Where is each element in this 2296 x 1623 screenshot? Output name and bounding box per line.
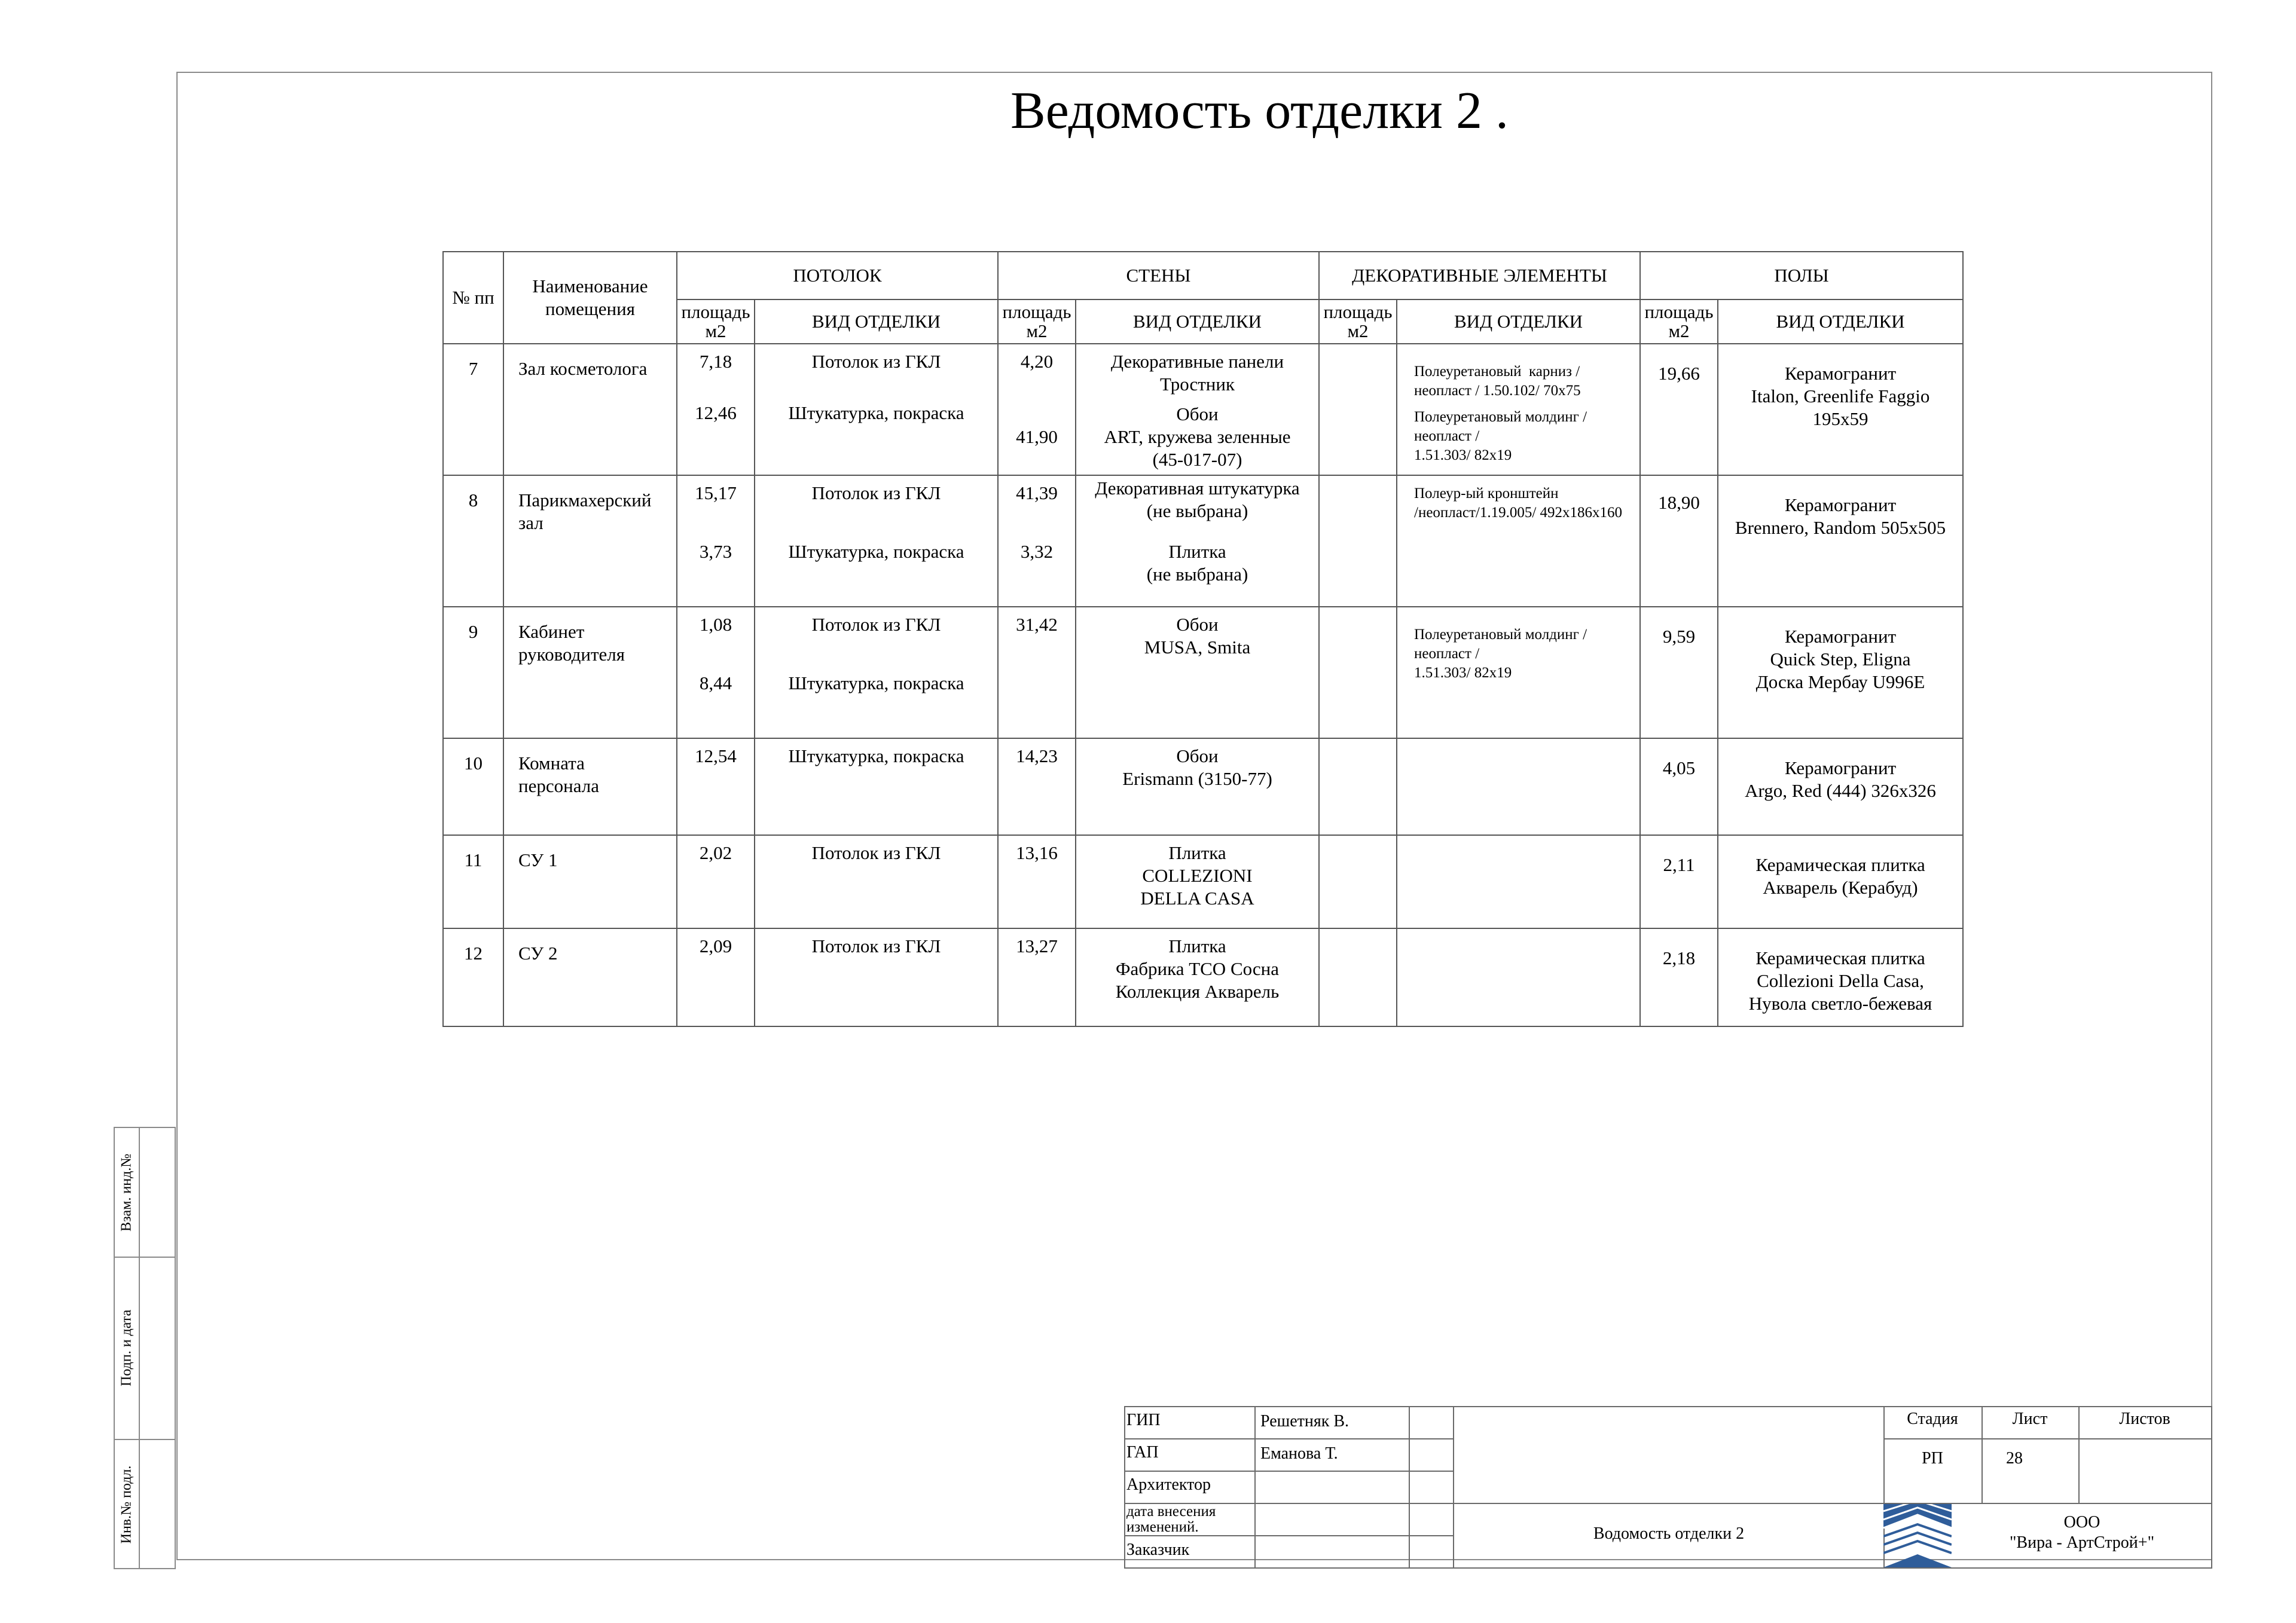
- ceiling-area-1: 1,08: [699, 614, 732, 635]
- floor-area: 19,66: [1658, 363, 1700, 384]
- cell-room: [503, 475, 677, 607]
- cell-ceiling-type: [755, 738, 998, 835]
- role-customer: Заказчик: [1126, 1541, 1190, 1559]
- header-ceiling-type: ВИД ОТДЕЛКИ: [755, 299, 998, 344]
- stage-label: Стадия: [1907, 1410, 1958, 1428]
- cell-room: [503, 738, 677, 835]
- table-row: [443, 928, 1963, 1026]
- document-name: Водомость отделки 2: [1593, 1524, 1745, 1543]
- ceiling-area-2: 8,44: [699, 673, 732, 693]
- decor-item-1: Полеуретановый молдинг / неопласт / 1.51.303/ 82х19: [1414, 626, 1587, 681]
- role-gip: ГИП: [1126, 1411, 1161, 1429]
- cell-walls-type: [1076, 835, 1319, 928]
- table-row: [443, 344, 1963, 475]
- walls-area-1: 13,16: [1016, 842, 1058, 863]
- cell-decor-area: [1319, 607, 1397, 738]
- cell-ceiling-area: [677, 835, 755, 928]
- room-name: СУ 1: [518, 849, 558, 870]
- role-changes: дата внесения изменений.: [1126, 1503, 1216, 1535]
- ceiling-type-2: Штукатурка, покраска: [788, 402, 964, 423]
- cell-walls-area: [998, 835, 1076, 928]
- cell-ceiling-area: [677, 344, 755, 475]
- cell-decor-area: [1319, 928, 1397, 1026]
- ceiling-area-2: 3,73: [699, 541, 732, 562]
- floor-area: 18,90: [1658, 492, 1700, 513]
- decor-item-2: Полеуретановый молдинг / неопласт / 1.51.303/ 82х19: [1414, 409, 1587, 463]
- floor-type: Керамическая плитка Collezioni Della Casa, Нувола светло-бежевая: [1748, 947, 1932, 1014]
- header-floors-area: площадь м2: [1640, 299, 1718, 344]
- walls-type-2: Плитка (не выбрана): [1146, 541, 1248, 585]
- decor-item-1: Полеуретановый карниз / неопласт / 1.50.102/ 70х75: [1414, 363, 1581, 399]
- ceiling-area-1: 12,54: [695, 745, 737, 766]
- walls-type-1: Декоративная штукатурка (не выбрана): [1095, 478, 1300, 521]
- ceiling-area-2: 12,46: [695, 402, 737, 423]
- cell-decor-type: [1397, 928, 1640, 1026]
- ceiling-area-1: 15,17: [695, 482, 737, 503]
- ceiling-type-1: Потолок из ГКЛ: [811, 351, 941, 372]
- title-block: [1124, 1406, 2212, 1569]
- walls-type-1: Плитка Фабрика ТСО Сосна Коллекция Акварель: [1115, 936, 1280, 1002]
- cell-walls-area: [998, 738, 1076, 835]
- floor-type: Керамогранит Quick Step, Eligna Доска Мербау U996E: [1755, 626, 1925, 692]
- ceiling-type-1: Штукатурка, покраска: [788, 745, 964, 766]
- row-number: 10: [464, 753, 483, 774]
- room-name: Комната персонала: [518, 753, 599, 796]
- row-number: 8: [468, 490, 478, 511]
- floor-type: Керамическая плитка Акварель (Керабуд): [1755, 854, 1925, 898]
- name-gap: Еманова Т.: [1260, 1444, 1338, 1463]
- walls-type-1: Обои Erismann (3150-77): [1122, 745, 1272, 789]
- cell-floor-area: [1640, 835, 1718, 928]
- room-name: СУ 2: [518, 943, 558, 964]
- cell-floor-type: [1718, 344, 1963, 475]
- cell-ceiling-area: [677, 607, 755, 738]
- floor-type: Керамогранит Brennero, Random 505х505: [1735, 494, 1946, 538]
- header-decor-type: ВИД ОТДЕЛКИ: [1397, 299, 1640, 344]
- cell-num: [443, 344, 503, 475]
- row-number: 7: [468, 358, 478, 379]
- ceiling-area-1: 2,02: [699, 842, 732, 863]
- walls-area-2: 41,90: [1016, 426, 1058, 447]
- header-floors-type: ВИД ОТДЕЛКИ: [1718, 299, 1963, 344]
- ceiling-area-1: 7,18: [699, 351, 732, 372]
- walls-area-1: 14,23: [1016, 745, 1058, 766]
- cell-decor-type: [1397, 344, 1640, 475]
- cell-room: [503, 928, 677, 1026]
- cell-decor-type: [1397, 607, 1640, 738]
- cell-walls-area: [998, 344, 1076, 475]
- walls-type-2: Обои ART, кружева зеленные (45-017-07): [1104, 404, 1291, 470]
- ceiling-type-2: Штукатурка, покраска: [788, 673, 964, 693]
- header-decor-area: площадь м2: [1319, 299, 1397, 344]
- sheet-label: Лист: [2012, 1410, 2048, 1428]
- stage-value: РП: [1922, 1449, 1943, 1468]
- header-decor: ДЕКОРАТИВНЫЕ ЭЛЕМЕНТЫ: [1319, 252, 1640, 299]
- cell-floor-type: [1718, 607, 1963, 738]
- cell-walls-area: [998, 475, 1076, 607]
- floor-area: 2,11: [1663, 854, 1695, 875]
- ceiling-type-1: Потолок из ГКЛ: [811, 482, 941, 503]
- header-walls-type: ВИД ОТДЕЛКИ: [1076, 299, 1319, 344]
- cell-ceiling-type: [755, 607, 998, 738]
- cell-floor-area: [1640, 475, 1718, 607]
- floor-area: 9,59: [1662, 626, 1696, 647]
- header-num: № пп: [443, 252, 503, 344]
- strip-podp: Подп. и дата: [118, 1309, 135, 1387]
- cell-floor-area: [1640, 344, 1718, 475]
- header-walls-area: площадь м2: [998, 299, 1076, 344]
- strip-inv: Инв.№ подл.: [118, 1465, 135, 1544]
- walls-area-1: 13,27: [1016, 936, 1058, 956]
- ceiling-type-2: Штукатурка, покраска: [788, 541, 964, 562]
- floor-type: Керамогранит Italon, Greenlife Faggio 195х59: [1751, 363, 1930, 429]
- finishing-table: [442, 251, 1964, 1027]
- room-name: Парикмахерский зал: [518, 490, 652, 533]
- strip-vzam: Взам. инд.№: [118, 1153, 135, 1232]
- ceiling-area-1: 2,09: [699, 936, 732, 956]
- cell-decor-type: [1397, 738, 1640, 835]
- walls-type-1: Декоративные панели Тростник: [1110, 351, 1284, 395]
- cell-floor-type: [1718, 835, 1963, 928]
- cell-decor-type: [1397, 835, 1640, 928]
- ceiling-type-1: Потолок из ГКЛ: [811, 936, 941, 956]
- cell-ceiling-area: [677, 928, 755, 1026]
- company-logo: [1883, 1504, 1952, 1567]
- cell-walls-type: [1076, 738, 1319, 835]
- table-row: [443, 738, 1963, 835]
- cell-walls-area: [998, 928, 1076, 1026]
- walls-area-1: 4,20: [1020, 351, 1054, 372]
- cell-num: [443, 475, 503, 607]
- table-row: [443, 475, 1963, 607]
- row-number: 11: [464, 849, 483, 870]
- ceiling-type-1: Потолок из ГКЛ: [811, 842, 941, 863]
- role-architect: Архитектор: [1126, 1475, 1211, 1494]
- walls-type-1: Обои MUSA, Smita: [1144, 614, 1251, 658]
- header-ceiling-area: площадь м2: [677, 299, 755, 344]
- cell-walls-type: [1076, 344, 1319, 475]
- cell-decor-area: [1319, 475, 1397, 607]
- cell-ceiling-type: [755, 475, 998, 607]
- cell-decor-type: [1397, 475, 1640, 607]
- approval-strip: [114, 1127, 176, 1569]
- cell-ceiling-area: [677, 738, 755, 835]
- walls-area-1: 41,39: [1016, 482, 1058, 503]
- cell-num: [443, 928, 503, 1026]
- table-row: [443, 835, 1963, 928]
- row-number: 12: [464, 943, 483, 964]
- header-ceiling: ПОТОЛОК: [677, 252, 998, 299]
- walls-type-1: Плитка COLLEZIONI DELLA CASA: [1140, 842, 1254, 909]
- header-room: Наименование помещения: [503, 252, 677, 344]
- header-floors: ПОЛЫ: [1640, 252, 1963, 299]
- cell-room: [503, 607, 677, 738]
- walls-area-2: 3,32: [1020, 541, 1054, 562]
- cell-num: [443, 607, 503, 738]
- cell-ceiling-type: [755, 835, 998, 928]
- cell-floor-area: [1640, 928, 1718, 1026]
- row-number: 9: [468, 621, 478, 642]
- cell-num: [443, 835, 503, 928]
- cell-walls-type: [1076, 475, 1319, 607]
- cell-ceiling-type: [755, 928, 998, 1026]
- role-gap: ГАП: [1126, 1443, 1159, 1462]
- cell-decor-area: [1319, 344, 1397, 475]
- walls-area-1: 31,42: [1016, 614, 1058, 635]
- cell-decor-area: [1319, 738, 1397, 835]
- cell-floor-type: [1718, 738, 1963, 835]
- floor-area: 2,18: [1662, 947, 1696, 968]
- cell-floor-area: [1640, 738, 1718, 835]
- decor-item-1: Полеур-ый кронштейн /неопласт/1.19.005/ 492х186х160: [1414, 485, 1623, 521]
- cell-floor-area: [1640, 607, 1718, 738]
- room-name: Кабинет руководителя: [518, 621, 625, 665]
- cell-floor-type: [1718, 475, 1963, 607]
- cell-decor-area: [1319, 835, 1397, 928]
- cell-room: [503, 344, 677, 475]
- sheet-value: 28: [2006, 1449, 2023, 1468]
- name-gip: Решетняк В.: [1260, 1412, 1349, 1431]
- cell-num: [443, 738, 503, 835]
- floor-area: 4,05: [1662, 757, 1696, 778]
- organization-name: ООО "Вира - АртСтрой+": [2009, 1513, 2155, 1552]
- cell-walls-type: [1076, 607, 1319, 738]
- sheets-label: Листов: [2119, 1410, 2170, 1428]
- floor-type: Керамогранит Argo, Red (444) 326х326: [1745, 757, 1936, 801]
- cell-floor-type: [1718, 928, 1963, 1026]
- room-name: Зал косметолога: [518, 358, 648, 379]
- header-walls: СТЕНЫ: [998, 252, 1319, 299]
- ceiling-type-1: Потолок из ГКЛ: [811, 614, 941, 635]
- cell-walls-area: [998, 607, 1076, 738]
- page-title: Ведомость отделки 2 .: [1010, 82, 1509, 140]
- cell-room: [503, 835, 677, 928]
- table-row: [443, 607, 1963, 738]
- cell-ceiling-type: [755, 344, 998, 475]
- cell-walls-type: [1076, 928, 1319, 1026]
- cell-ceiling-area: [677, 475, 755, 607]
